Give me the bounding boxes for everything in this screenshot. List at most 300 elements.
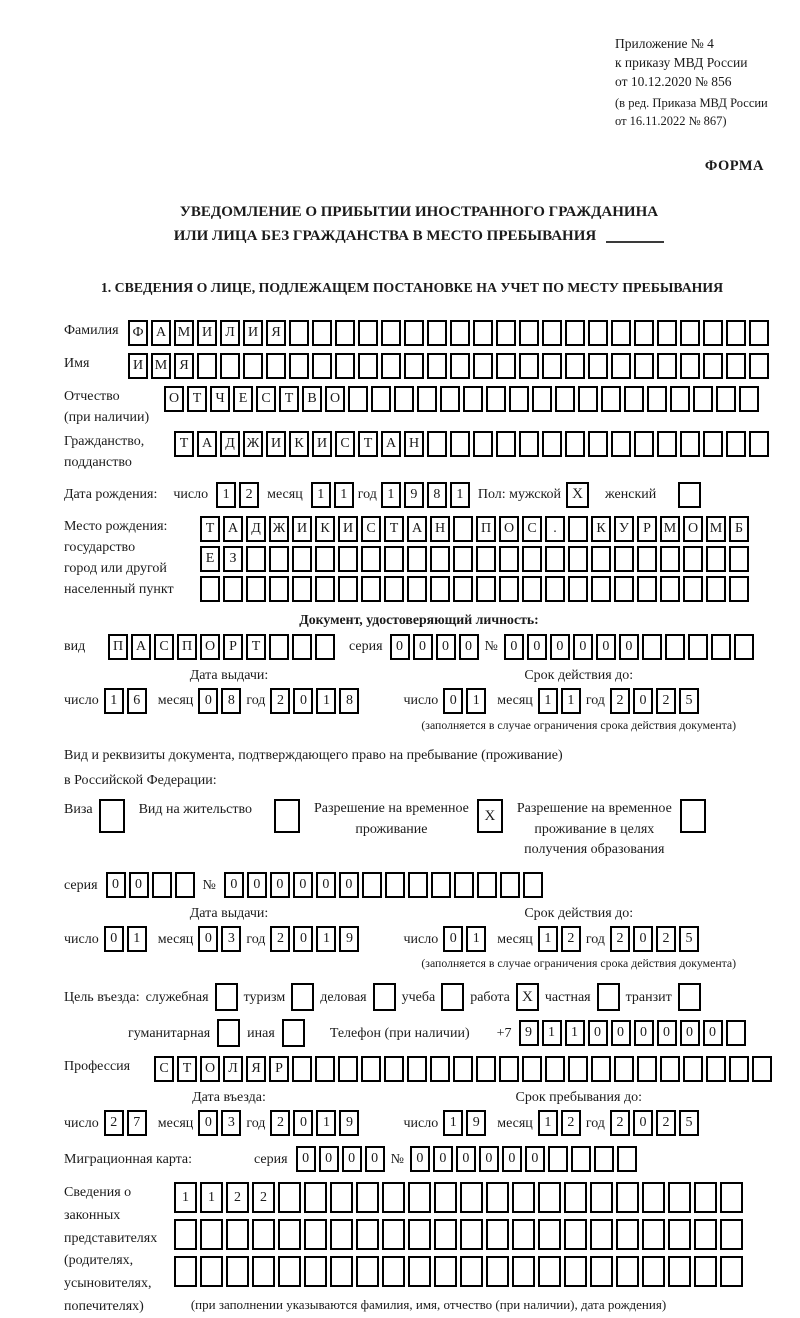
- char-box[interactable]: У: [614, 516, 634, 542]
- char-box[interactable]: [473, 431, 493, 457]
- char-box[interactable]: [703, 320, 723, 346]
- char-box[interactable]: [243, 353, 263, 379]
- char-box[interactable]: 0: [413, 634, 433, 660]
- char-box[interactable]: М: [174, 320, 194, 346]
- char-box[interactable]: [519, 320, 539, 346]
- char-box[interactable]: М: [660, 516, 680, 542]
- char-box[interactable]: [454, 872, 474, 898]
- char-box[interactable]: Ж: [243, 431, 263, 457]
- char-box[interactable]: 2: [104, 1110, 124, 1136]
- char-box[interactable]: [453, 576, 473, 602]
- char-box[interactable]: [226, 1256, 249, 1287]
- char-box[interactable]: [200, 576, 220, 602]
- birth-place-line1[interactable]: [200, 516, 749, 542]
- char-box[interactable]: [588, 320, 608, 346]
- char-box[interactable]: [614, 1056, 634, 1082]
- char-box[interactable]: [548, 1146, 568, 1172]
- char-box[interactable]: 0: [365, 1146, 385, 1172]
- char-box[interactable]: О: [200, 1056, 220, 1082]
- char-box[interactable]: [564, 1219, 587, 1250]
- char-box[interactable]: Я: [266, 320, 286, 346]
- char-box[interactable]: Т: [384, 516, 404, 542]
- char-box[interactable]: [614, 576, 634, 602]
- char-box[interactable]: [660, 1056, 680, 1082]
- char-box[interactable]: С: [154, 1056, 174, 1082]
- char-box[interactable]: [711, 634, 731, 660]
- char-box[interactable]: [634, 320, 654, 346]
- char-box[interactable]: [269, 576, 289, 602]
- char-box[interactable]: 9: [466, 1110, 486, 1136]
- char-box[interactable]: 0: [270, 872, 290, 898]
- char-box[interactable]: [637, 1056, 657, 1082]
- char-box[interactable]: [384, 546, 404, 572]
- char-box[interactable]: [252, 1256, 275, 1287]
- char-box[interactable]: [703, 431, 723, 457]
- char-box[interactable]: 9: [339, 926, 359, 952]
- char-box[interactable]: [519, 353, 539, 379]
- char-box[interactable]: [197, 353, 217, 379]
- char-box[interactable]: [542, 353, 562, 379]
- char-box[interactable]: Т: [279, 386, 299, 412]
- char-box[interactable]: [427, 320, 447, 346]
- purpose-transit-checkbox[interactable]: [678, 983, 701, 1011]
- char-box[interactable]: 0: [293, 688, 313, 714]
- char-box[interactable]: [564, 1182, 587, 1213]
- issue-year-input[interactable]: [270, 688, 359, 714]
- char-box[interactable]: [634, 431, 654, 457]
- residence-issue-day-input[interactable]: [104, 926, 147, 952]
- char-box[interactable]: [591, 1056, 611, 1082]
- char-box[interactable]: [588, 431, 608, 457]
- char-box[interactable]: [542, 320, 562, 346]
- char-box[interactable]: 1: [174, 1182, 197, 1213]
- char-box[interactable]: [361, 546, 381, 572]
- char-box[interactable]: 0: [634, 1020, 654, 1046]
- char-box[interactable]: 0: [479, 1146, 499, 1172]
- char-box[interactable]: [304, 1219, 327, 1250]
- char-box[interactable]: [637, 546, 657, 572]
- char-box[interactable]: [269, 546, 289, 572]
- char-box[interactable]: Д: [246, 516, 266, 542]
- char-box[interactable]: [200, 1256, 223, 1287]
- char-box[interactable]: [647, 386, 667, 412]
- char-box[interactable]: [460, 1182, 483, 1213]
- char-box[interactable]: [450, 320, 470, 346]
- char-box[interactable]: [226, 1219, 249, 1250]
- char-box[interactable]: [565, 431, 585, 457]
- char-box[interactable]: 5: [679, 926, 699, 952]
- char-box[interactable]: 0: [410, 1146, 430, 1172]
- char-box[interactable]: 1: [565, 1020, 585, 1046]
- char-box[interactable]: [642, 1256, 665, 1287]
- char-box[interactable]: [408, 1182, 431, 1213]
- char-box[interactable]: [565, 320, 585, 346]
- char-box[interactable]: [292, 634, 312, 660]
- char-box[interactable]: З: [223, 546, 243, 572]
- char-box[interactable]: [568, 546, 588, 572]
- char-box[interactable]: [289, 353, 309, 379]
- char-box[interactable]: [453, 516, 473, 542]
- char-box[interactable]: [152, 872, 172, 898]
- char-box[interactable]: [246, 576, 266, 602]
- char-box[interactable]: 6: [127, 688, 147, 714]
- char-box[interactable]: 9: [519, 1020, 539, 1046]
- entry-day-input[interactable]: [104, 1110, 147, 1136]
- char-box[interactable]: [694, 1182, 717, 1213]
- char-box[interactable]: 1: [538, 926, 558, 952]
- char-box[interactable]: А: [197, 431, 217, 457]
- char-box[interactable]: 0: [339, 872, 359, 898]
- char-box[interactable]: К: [315, 516, 335, 542]
- char-box[interactable]: Ж: [269, 516, 289, 542]
- char-box[interactable]: Н: [404, 431, 424, 457]
- char-box[interactable]: 0: [573, 634, 593, 660]
- char-box[interactable]: [431, 872, 451, 898]
- char-box[interactable]: .: [545, 516, 565, 542]
- char-box[interactable]: К: [591, 516, 611, 542]
- char-box[interactable]: [246, 546, 266, 572]
- char-box[interactable]: 0: [443, 926, 463, 952]
- stay-month-input[interactable]: [538, 1110, 581, 1136]
- char-box[interactable]: 2: [270, 926, 290, 952]
- char-box[interactable]: [382, 1182, 405, 1213]
- char-box[interactable]: [450, 353, 470, 379]
- char-box[interactable]: П: [108, 634, 128, 660]
- birth-place-line2[interactable]: [200, 546, 749, 572]
- char-box[interactable]: [356, 1182, 379, 1213]
- char-box[interactable]: [486, 1182, 509, 1213]
- char-box[interactable]: 1: [450, 482, 470, 508]
- char-box[interactable]: 7: [127, 1110, 147, 1136]
- char-box[interactable]: 0: [436, 634, 456, 660]
- char-box[interactable]: [588, 353, 608, 379]
- char-box[interactable]: [499, 546, 519, 572]
- char-box[interactable]: [532, 386, 552, 412]
- representatives-line2[interactable]: [174, 1219, 743, 1250]
- char-box[interactable]: [330, 1219, 353, 1250]
- char-box[interactable]: [473, 320, 493, 346]
- visa-checkbox[interactable]: [99, 799, 125, 833]
- char-box[interactable]: [486, 386, 506, 412]
- char-box[interactable]: [642, 1219, 665, 1250]
- char-box[interactable]: Ч: [210, 386, 230, 412]
- purpose-tourism-checkbox[interactable]: [291, 983, 314, 1011]
- char-box[interactable]: [706, 576, 726, 602]
- char-box[interactable]: 1: [200, 1182, 223, 1213]
- char-box[interactable]: 0: [198, 1110, 218, 1136]
- char-box[interactable]: 8: [427, 482, 447, 508]
- char-box[interactable]: [385, 872, 405, 898]
- char-box[interactable]: [404, 320, 424, 346]
- char-box[interactable]: 0: [527, 634, 547, 660]
- char-box[interactable]: [476, 576, 496, 602]
- char-box[interactable]: [642, 1182, 665, 1213]
- char-box[interactable]: 2: [656, 1110, 676, 1136]
- residence-valid-year-input[interactable]: [610, 926, 699, 952]
- char-box[interactable]: 0: [502, 1146, 522, 1172]
- char-box[interactable]: Т: [358, 431, 378, 457]
- edu-permit-checkbox[interactable]: [680, 799, 706, 833]
- char-box[interactable]: [519, 431, 539, 457]
- char-box[interactable]: 1: [538, 688, 558, 714]
- char-box[interactable]: [434, 1256, 457, 1287]
- char-box[interactable]: [500, 872, 520, 898]
- char-box[interactable]: 0: [680, 1020, 700, 1046]
- char-box[interactable]: 0: [198, 688, 218, 714]
- stay-year-input[interactable]: [610, 1110, 699, 1136]
- char-box[interactable]: [591, 546, 611, 572]
- char-box[interactable]: Т: [200, 516, 220, 542]
- char-box[interactable]: [720, 1219, 743, 1250]
- purpose-official-checkbox[interactable]: [215, 983, 238, 1011]
- char-box[interactable]: 1: [466, 926, 486, 952]
- char-box[interactable]: Т: [177, 1056, 197, 1082]
- char-box[interactable]: Р: [223, 634, 243, 660]
- char-box[interactable]: [555, 386, 575, 412]
- char-box[interactable]: [752, 1056, 772, 1082]
- citizenship-input[interactable]: [174, 431, 769, 457]
- char-box[interactable]: Н: [430, 516, 450, 542]
- char-box[interactable]: И: [128, 353, 148, 379]
- char-box[interactable]: [460, 1256, 483, 1287]
- char-box[interactable]: [315, 546, 335, 572]
- char-box[interactable]: [384, 1056, 404, 1082]
- char-box[interactable]: [361, 576, 381, 602]
- char-box[interactable]: 0: [525, 1146, 545, 1172]
- char-box[interactable]: [720, 1182, 743, 1213]
- char-box[interactable]: [616, 1219, 639, 1250]
- char-box[interactable]: [670, 386, 690, 412]
- char-box[interactable]: [453, 1056, 473, 1082]
- char-box[interactable]: 0: [104, 926, 124, 952]
- char-box[interactable]: [278, 1219, 301, 1250]
- char-box[interactable]: Л: [220, 320, 240, 346]
- char-box[interactable]: М: [151, 353, 171, 379]
- char-box[interactable]: [174, 1219, 197, 1250]
- char-box[interactable]: В: [302, 386, 322, 412]
- char-box[interactable]: [660, 576, 680, 602]
- surname-input[interactable]: [128, 320, 769, 346]
- char-box[interactable]: О: [325, 386, 345, 412]
- char-box[interactable]: 5: [679, 688, 699, 714]
- char-box[interactable]: [734, 634, 754, 660]
- char-box[interactable]: [496, 353, 516, 379]
- char-box[interactable]: 1: [542, 1020, 562, 1046]
- char-box[interactable]: [434, 1182, 457, 1213]
- char-box[interactable]: [694, 1256, 717, 1287]
- char-box[interactable]: 2: [252, 1182, 275, 1213]
- char-box[interactable]: [430, 576, 450, 602]
- entry-month-input[interactable]: [198, 1110, 241, 1136]
- char-box[interactable]: 2: [270, 1110, 290, 1136]
- char-box[interactable]: [384, 576, 404, 602]
- char-box[interactable]: 1: [104, 688, 124, 714]
- char-box[interactable]: 0: [247, 872, 267, 898]
- char-box[interactable]: 0: [633, 688, 653, 714]
- char-box[interactable]: [522, 1056, 542, 1082]
- char-box[interactable]: 0: [342, 1146, 362, 1172]
- doc-kind-input[interactable]: [108, 634, 335, 660]
- char-box[interactable]: [578, 386, 598, 412]
- char-box[interactable]: [680, 320, 700, 346]
- char-box[interactable]: [499, 1056, 519, 1082]
- char-box[interactable]: [545, 546, 565, 572]
- purpose-business-checkbox[interactable]: [373, 983, 396, 1011]
- char-box[interactable]: [460, 1219, 483, 1250]
- char-box[interactable]: Б: [729, 516, 749, 542]
- char-box[interactable]: П: [177, 634, 197, 660]
- char-box[interactable]: [614, 546, 634, 572]
- entry-year-input[interactable]: [270, 1110, 359, 1136]
- migration-series-input[interactable]: [296, 1146, 385, 1172]
- char-box[interactable]: [417, 386, 437, 412]
- char-box[interactable]: 1: [334, 482, 354, 508]
- char-box[interactable]: [523, 872, 543, 898]
- purpose-private-checkbox[interactable]: [597, 983, 620, 1011]
- char-box[interactable]: [381, 320, 401, 346]
- char-box[interactable]: 2: [561, 1110, 581, 1136]
- char-box[interactable]: [538, 1182, 561, 1213]
- char-box[interactable]: [729, 576, 749, 602]
- char-box[interactable]: [338, 546, 358, 572]
- char-box[interactable]: [564, 1256, 587, 1287]
- char-box[interactable]: [473, 353, 493, 379]
- char-box[interactable]: [568, 576, 588, 602]
- char-box[interactable]: [496, 431, 516, 457]
- char-box[interactable]: [330, 1256, 353, 1287]
- char-box[interactable]: 0: [433, 1146, 453, 1172]
- char-box[interactable]: [476, 1056, 496, 1082]
- char-box[interactable]: [624, 386, 644, 412]
- char-box[interactable]: С: [335, 431, 355, 457]
- char-box[interactable]: [657, 320, 677, 346]
- char-box[interactable]: 5: [679, 1110, 699, 1136]
- char-box[interactable]: [565, 353, 585, 379]
- char-box[interactable]: [394, 386, 414, 412]
- char-box[interactable]: С: [154, 634, 174, 660]
- char-box[interactable]: [434, 1219, 457, 1250]
- char-box[interactable]: 0: [596, 634, 616, 660]
- char-box[interactable]: 0: [504, 634, 524, 660]
- char-box[interactable]: И: [197, 320, 217, 346]
- char-box[interactable]: 2: [561, 926, 581, 952]
- char-box[interactable]: 1: [311, 482, 331, 508]
- char-box[interactable]: [545, 576, 565, 602]
- char-box[interactable]: 1: [316, 926, 336, 952]
- birth-day-input[interactable]: [216, 482, 259, 508]
- char-box[interactable]: [371, 386, 391, 412]
- char-box[interactable]: [568, 1056, 588, 1082]
- char-box[interactable]: 0: [293, 1110, 313, 1136]
- char-box[interactable]: [430, 546, 450, 572]
- doc-series-input[interactable]: [390, 634, 479, 660]
- stay-day-input[interactable]: [443, 1110, 486, 1136]
- char-box[interactable]: [315, 634, 335, 660]
- char-box[interactable]: 2: [226, 1182, 249, 1213]
- issue-day-input[interactable]: [104, 688, 147, 714]
- char-box[interactable]: 1: [216, 482, 236, 508]
- char-box[interactable]: 2: [610, 926, 630, 952]
- char-box[interactable]: [716, 386, 736, 412]
- char-box[interactable]: [404, 353, 424, 379]
- char-box[interactable]: 0: [459, 634, 479, 660]
- char-box[interactable]: И: [266, 431, 286, 457]
- char-box[interactable]: [683, 546, 703, 572]
- char-box[interactable]: [269, 634, 289, 660]
- char-box[interactable]: [408, 1219, 431, 1250]
- char-box[interactable]: [330, 1182, 353, 1213]
- char-box[interactable]: [382, 1256, 405, 1287]
- char-box[interactable]: 0: [293, 926, 313, 952]
- char-box[interactable]: [382, 1219, 405, 1250]
- char-box[interactable]: [590, 1219, 613, 1250]
- char-box[interactable]: А: [407, 516, 427, 542]
- char-box[interactable]: [601, 386, 621, 412]
- char-box[interactable]: 0: [611, 1020, 631, 1046]
- char-box[interactable]: Р: [637, 516, 657, 542]
- char-box[interactable]: [545, 1056, 565, 1082]
- char-box[interactable]: 1: [443, 1110, 463, 1136]
- char-box[interactable]: 0: [619, 634, 639, 660]
- char-box[interactable]: [657, 353, 677, 379]
- char-box[interactable]: А: [151, 320, 171, 346]
- char-box[interactable]: [729, 546, 749, 572]
- char-box[interactable]: [706, 1056, 726, 1082]
- char-box[interactable]: И: [338, 516, 358, 542]
- char-box[interactable]: 2: [656, 926, 676, 952]
- char-box[interactable]: [706, 546, 726, 572]
- char-box[interactable]: 1: [316, 688, 336, 714]
- char-box[interactable]: [358, 353, 378, 379]
- char-box[interactable]: [538, 1219, 561, 1250]
- char-box[interactable]: [512, 1256, 535, 1287]
- char-box[interactable]: [499, 576, 519, 602]
- char-box[interactable]: [430, 1056, 450, 1082]
- char-box[interactable]: [693, 386, 713, 412]
- char-box[interactable]: [408, 872, 428, 898]
- char-box[interactable]: [749, 353, 769, 379]
- residence-series-input[interactable]: [106, 872, 195, 898]
- char-box[interactable]: И: [312, 431, 332, 457]
- char-box[interactable]: [312, 320, 332, 346]
- representatives-line3[interactable]: [174, 1256, 743, 1287]
- char-box[interactable]: 0: [106, 872, 126, 898]
- char-box[interactable]: 0: [550, 634, 570, 660]
- representatives-line1[interactable]: [174, 1182, 743, 1213]
- char-box[interactable]: [292, 576, 312, 602]
- char-box[interactable]: [315, 576, 335, 602]
- char-box[interactable]: [726, 1020, 746, 1046]
- char-box[interactable]: [289, 320, 309, 346]
- doc-number-input[interactable]: [504, 634, 754, 660]
- char-box[interactable]: [694, 1219, 717, 1250]
- char-box[interactable]: [680, 431, 700, 457]
- char-box[interactable]: [538, 1256, 561, 1287]
- char-box[interactable]: [453, 546, 473, 572]
- char-box[interactable]: 1: [127, 926, 147, 952]
- char-box[interactable]: О: [683, 516, 703, 542]
- char-box[interactable]: [463, 386, 483, 412]
- birth-year-input[interactable]: [381, 482, 470, 508]
- char-box[interactable]: [616, 1256, 639, 1287]
- char-box[interactable]: [335, 320, 355, 346]
- char-box[interactable]: Я: [246, 1056, 266, 1082]
- char-box[interactable]: [688, 634, 708, 660]
- char-box[interactable]: 0: [443, 688, 463, 714]
- char-box[interactable]: 8: [339, 688, 359, 714]
- residence-permit-checkbox[interactable]: [274, 799, 300, 833]
- char-box[interactable]: [616, 1182, 639, 1213]
